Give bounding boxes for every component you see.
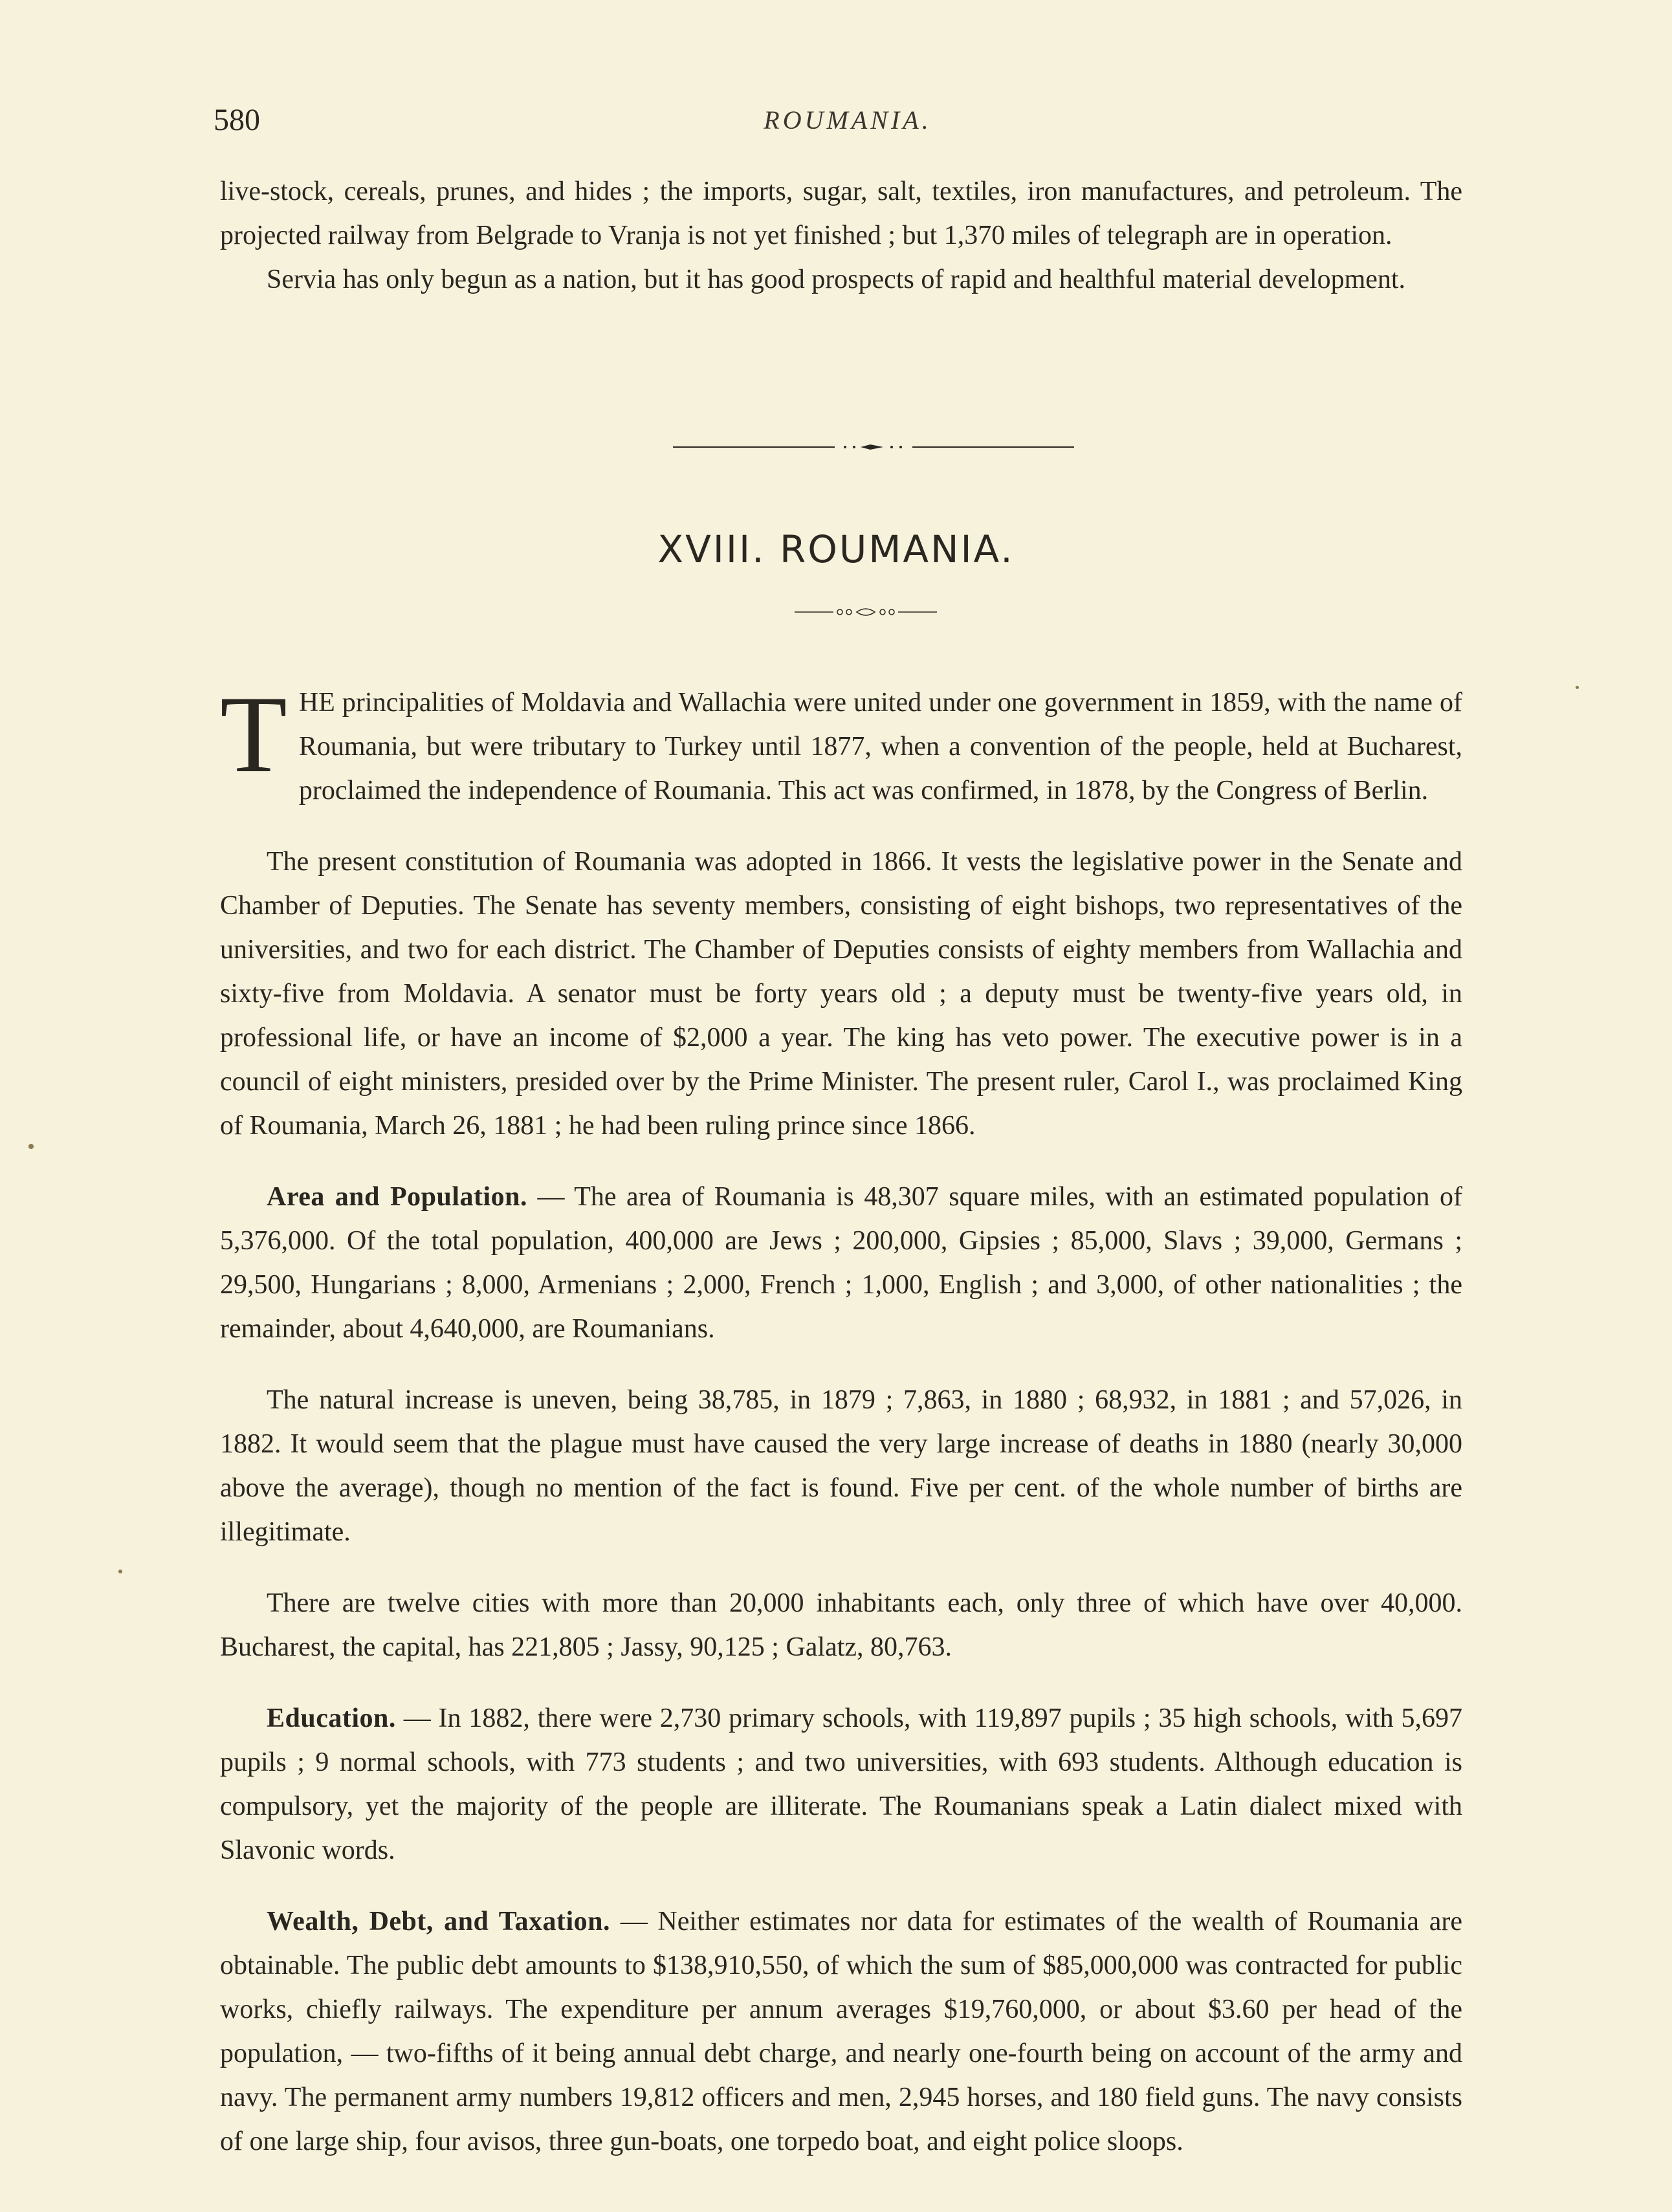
education-paragraph <box>220 1696 1462 1872</box>
area-population-paragraph <box>220 1175 1462 1351</box>
cities-paragraph: There are twelve cities with more than 20,000 inhabitants each, only three of which have over 40,000. Bucharest, the capital, has 221,805 ; Jassy, 90,125 ; Galatz, 80,763. <box>220 1588 1462 1662</box>
running-title: ROUMANIA. <box>764 105 932 135</box>
intro-paragraph: Servia has only begun as a nation, but it has good prospects of rapid and healthful material development. <box>267 265 1406 294</box>
page-header <box>214 102 1482 148</box>
education-heading: Education. <box>267 1703 396 1733</box>
chapter-title: XVIII. ROUMANIA. <box>657 527 1015 571</box>
chapter-body <box>220 653 1462 2191</box>
wealth-heading: Wealth, Debt, and Taxation. <box>267 1907 610 1936</box>
constitution-paragraph: The present constitution of Roumania was adopted in 1866. It vests the legislative power in the Senate and Chamber of Deputies. The Senate has seventy members, consisting of eight bishops, two representatives of the universities, and two for each district. The Chamber of Deputies consists of eighty members from Wallachia and sixty-five from Moldavia. A senator must be forty years old ; a deputy must be twenty-five years old, in professional life, or have an income of $2,000 a year. The king has veto power. The executive power is in a council of eight ministers, presided over by the Prime Minister. The present ruler, Carol I., was proclaimed King of Roumania, March 26, 1881 ; he had been ruling prince since 1866. <box>220 847 1462 1141</box>
education-text: — In 1882, there were 2,730 primary schools, with 119,897 pupils ; 35 high schools, with 5,697 pupils ; 9 normal schools, with 773 students ; and two universities, with 693 students. Although education is compulsory, yet the majority of the people are illiterate. The Roumanians speak a Latin dialect mixed with Slavonic words. <box>220 1703 1462 1865</box>
page-number: 580 <box>214 103 260 137</box>
intro-text <box>220 170 1462 301</box>
wealth-text: — Neither estimates nor data for estimates of the wealth of Roumania are obtainable. The public debt amounts to $138,910,550, of which the sum of $85,000,000 was contracted for public works, chiefly railways. The expenditure per annum averages $19,760,000, or about $3.60 per head of the population, — two-fifths of it being annual debt charge, and nearly one-fourth being on account of the army and navy. The permanent army numbers 19,812 officers and men, 2,945 horses, and 180 field guns. The navy consists of one large ship, four avisos, three gun-boats, one torpedo boat, and eight police sloops. <box>220 1907 1462 2156</box>
intro-paragraph: live-stock, cereals, prunes, and hides ; the imports, sugar, salt, textiles, iron manufactures, and petroleum. The projected railway from Belgrade to Vranja is not yet finished ; but 1,370 miles of telegraph are in operation. <box>220 177 1462 250</box>
section-separator-ornament <box>673 443 1074 452</box>
paper-speck <box>118 1570 122 1573</box>
paper-speck <box>1576 686 1579 689</box>
wealth-paragraph <box>220 1900 1462 2163</box>
opening-paragraph <box>220 673 1462 813</box>
title-ornament <box>795 606 937 619</box>
drop-cap: T <box>220 673 287 795</box>
paper-speck <box>28 1144 34 1149</box>
area-population-text: — The area of Roumania is 48,307 square miles, with an estimated population of 5,376,000. Of the total population, 400,000 are Jews ; 200,000, Gipsies ; 85,000, Slavs ; 39,000, Germans ; 29,500, Hungarians ; 8,000, Armenians ; 2,000, French ; 1,000, English ; and 3,000, of other nationalities ; the remainder, about 4,640,000, are Roumanians. <box>220 1182 1462 1344</box>
natural-increase-paragraph: The natural increase is uneven, being 38,785, in 1879 ; 7,863, in 1880 ; 68,932, in 1881 ; and 57,026, in 1882. It would seem that the plague must have caused the very large increase of deaths in 1880 (nearly 30,000 above the average), though no mention of the fact is found. Five per cent. of the whole number of births are illegitimate. <box>220 1385 1462 1547</box>
area-population-heading: Area and Population. <box>267 1182 528 1212</box>
opening-text: HE principalities of Moldavia and Wallachia were united under one government in 1859, with the name of Roumania, but were tributary to Turkey until 1877, when a convention of the people, held at Bucharest, proclaimed the independence of Roumania. This act was confirmed, in 1878, by the Congress of Berlin. <box>298 688 1462 805</box>
